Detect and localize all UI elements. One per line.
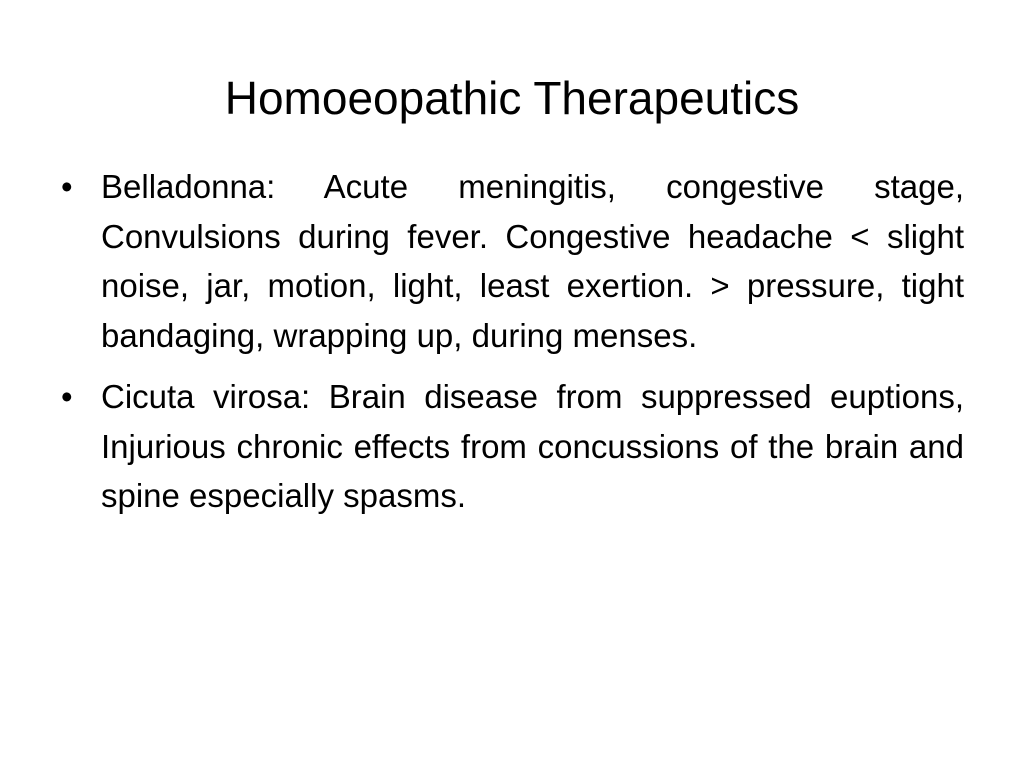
bullet-item-cicuta-virosa [60,372,964,521]
bullet-icon: • [61,168,73,205]
bullet-item-belladonna [60,162,964,360]
slide-title: Homoeopathic Therapeutics [224,72,800,124]
bullet-text: Cicuta virosa: Brain disease from suppressed euptions, Injurious chronic effects from concussions of the brain and spine especially spasms. [101,378,964,514]
bullet-list [60,162,964,533]
bullet-text: Belladonna: Acute meningitis, congestive stage, Convulsions during fever. Congestive headache < slight noise, jar, motion, light, least exertion. > pressure, tight bandaging, wrapping up, during menses. [101,168,964,354]
bullet-icon: • [61,378,73,415]
